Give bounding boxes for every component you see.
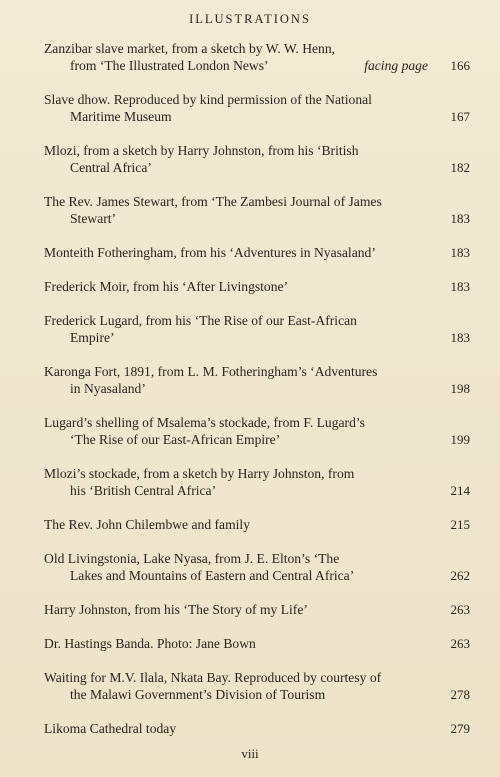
page-number: 278 (450, 687, 470, 702)
list-item (44, 142, 470, 176)
page-number: 263 (450, 636, 470, 651)
page-folio: viii (241, 746, 259, 761)
entry-line-1: Frederick Moir, from his ‘After Livingstone’ (44, 279, 289, 294)
entry-line-1: Lugard’s shelling of Msalema’s stockade, from F. Lugard’s (44, 415, 365, 430)
facing-page-label: facing page (364, 58, 428, 73)
page-number: 198 (450, 381, 470, 396)
entry-line-1: Monteith Fotheringham, from his ‘Adventures in Nyasaland’ (44, 245, 376, 260)
entry-line-1: Zanzibar slave market, from a sketch by W. W. Henn, (44, 41, 336, 56)
entry-line-1: Frederick Lugard, from his ‘The Rise of our East-African (44, 313, 357, 328)
page-number: 183 (450, 245, 470, 260)
entry-line-1: Slave dhow. Reproduced by kind permission of the National (44, 92, 372, 107)
entry-line-2: ‘The Rise of our East-African Empire’ (70, 432, 281, 447)
page-number: 214 (450, 483, 470, 498)
entry-line-2: in Nyasaland’ (70, 381, 146, 396)
page-number: 183 (450, 330, 470, 345)
page-number: 215 (450, 517, 470, 532)
page-number: 199 (450, 432, 470, 447)
entry-line-1: Harry Johnston, from his ‘The Story of my Life’ (44, 602, 308, 617)
page-number: 182 (450, 160, 470, 175)
entry-line-2: Lakes and Mountains of Eastern and Central Africa’ (70, 568, 355, 583)
page-number: 263 (450, 602, 470, 617)
page-number: 166 (450, 58, 470, 73)
entry-line-1: The Rev. John Chilembwe and family (44, 517, 251, 532)
list-item (44, 550, 470, 584)
entry-line-1: Dr. Hastings Banda. Photo: Jane Bown (44, 636, 256, 651)
page-number: 279 (450, 721, 470, 736)
entry-line-2: the Malawi Government’s Division of Tourism (70, 687, 326, 702)
list-item (44, 40, 470, 74)
list-item (44, 516, 470, 533)
entry-line-2: Empire’ (70, 330, 115, 345)
entry-line-1: The Rev. James Stewart, from ‘The Zambesi Journal of James (44, 194, 382, 209)
entry-line-1: Likoma Cathedral today (44, 721, 177, 736)
page-number: 183 (450, 211, 470, 226)
entry-line-2: Stewart’ (70, 211, 117, 226)
list-item (44, 720, 470, 737)
page-heading: ILLUSTRATIONS (189, 12, 311, 26)
list-item (44, 312, 470, 346)
entry-line-2: from ‘The Illustrated London News’ (70, 58, 269, 73)
list-item (44, 278, 470, 295)
page-number: 167 (450, 109, 470, 124)
list-item (44, 465, 470, 499)
entry-line-1: Mlozi’s stockade, from a sketch by Harry Johnston, from (44, 466, 355, 481)
list-item (44, 244, 470, 261)
entry-line-2: Maritime Museum (70, 109, 172, 124)
list-item (44, 414, 470, 448)
list-item (44, 635, 470, 652)
entry-line-1: Mlozi, from a sketch by Harry Johnston, from his ‘British (44, 143, 359, 158)
entry-line-1: Old Livingstonia, Lake Nyasa, from J. E. Elton’s ‘The (44, 551, 340, 566)
page-number: 183 (450, 279, 470, 294)
entry-line-1: Waiting for M.V. Ilala, Nkata Bay. Reproduced by courtesy of (44, 670, 382, 685)
list-item (44, 91, 470, 125)
list-item (44, 669, 470, 703)
list-item (44, 193, 470, 227)
entry-line-2: his ‘British Central Africa’ (70, 483, 217, 498)
illustrations-list (44, 40, 470, 737)
entry-line-2: Central Africa’ (70, 160, 152, 175)
page-number: 262 (450, 568, 470, 583)
entry-line-1: Karonga Fort, 1891, from L. M. Fotheringham’s ‘Adventures (44, 364, 378, 379)
list-item (44, 363, 470, 397)
list-item (44, 601, 470, 618)
